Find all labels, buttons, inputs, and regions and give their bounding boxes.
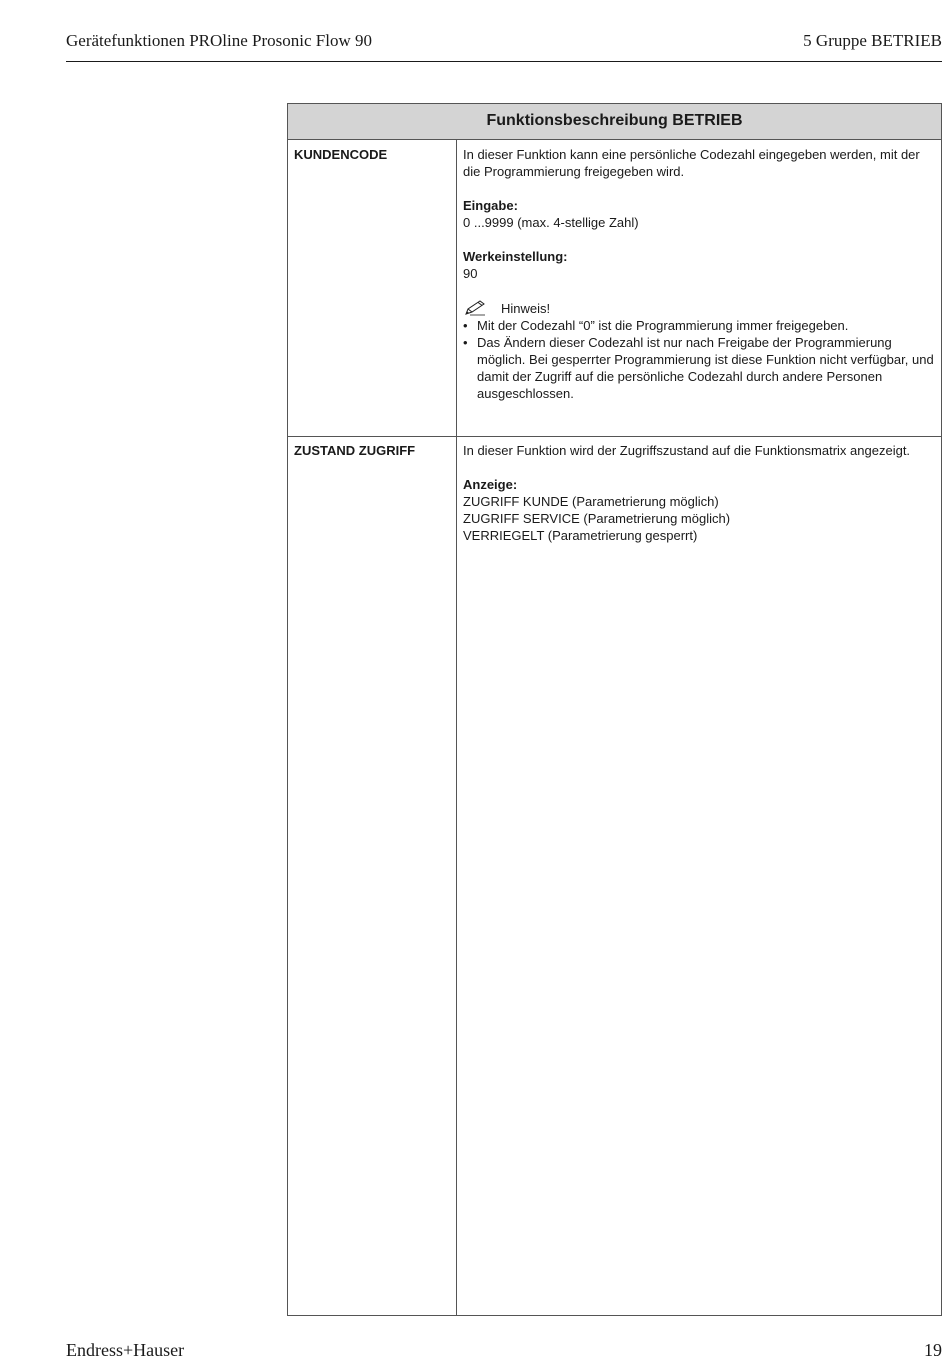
function-name-zustand-zugriff: ZUSTAND ZUGRIFF	[294, 443, 416, 458]
note-header	[463, 299, 937, 317]
brand-logo-text: Endress+Hauser	[66, 1340, 185, 1360]
page-number: 19	[924, 1340, 942, 1360]
display-value: ZUGRIFF KUNDE (Parametrierung möglich)	[463, 494, 719, 509]
column-divider	[456, 140, 457, 1315]
pencil-icon	[463, 299, 487, 317]
note-list	[463, 317, 937, 402]
header-section: 5 Gruppe BETRIEB	[803, 31, 942, 50]
list-item: • Mit der Codezahl “0” ist die Programmierung immer freigegeben.	[463, 317, 937, 334]
description-text: In dieser Funktion wird der Zugriffszustand auf die Funktionsmatrix angezeigt.	[463, 443, 911, 458]
function-name-kundencode: KUNDENCODE	[294, 147, 388, 162]
description-text: In dieser Funktion kann eine persönliche Codezahl eingegeben werden, mit der die Programmierung freigegeben wird.	[463, 147, 920, 179]
function-description-kundencode	[463, 146, 937, 402]
page-header	[66, 31, 942, 62]
function-table	[287, 103, 942, 1316]
function-description-zustand-zugriff	[463, 442, 937, 544]
default-value: 90	[463, 266, 478, 281]
display-value: VERRIEGELT (Parametrierung gesperrt)	[463, 528, 698, 543]
input-label: Eingabe:	[463, 198, 518, 213]
note-label: Hinweis!	[501, 300, 551, 316]
header-title: Gerätefunktionen PROline Prosonic Flow 90	[66, 31, 372, 50]
row-divider	[288, 436, 941, 437]
display-label: Anzeige:	[463, 477, 518, 492]
input-value: 0 ...9999 (max. 4-stellige Zahl)	[463, 215, 639, 230]
list-item: • Das Ändern dieser Codezahl ist nur nach Freigabe der Programmierung möglich. Bei gesperrter Programmierung ist diese Funktion nicht verfügbar, und damit der Zugriff auf die persönliche Codezahl durch andere Personen ausgeschlossen.	[463, 334, 937, 402]
default-label: Werkeinstellung:	[463, 249, 568, 264]
table-title: Funktionsbeschreibung BETRIEB	[288, 104, 941, 140]
display-value: ZUGRIFF SERVICE (Parametrierung möglich)	[463, 511, 731, 526]
